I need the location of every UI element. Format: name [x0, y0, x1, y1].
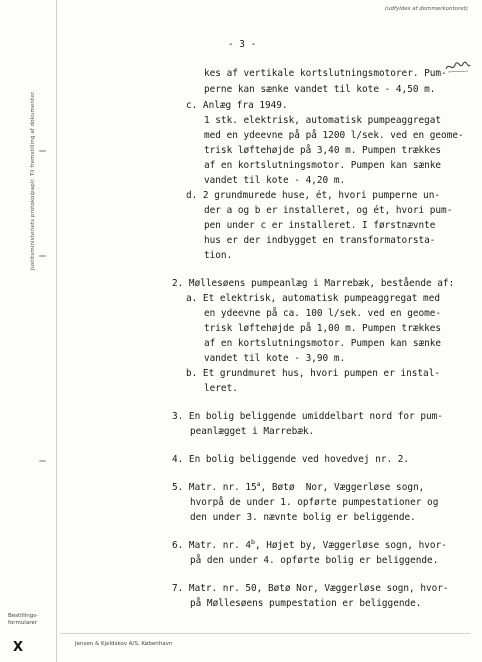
text-segment: 5. Matr. nr. 15 — [172, 482, 257, 493]
top-right-note: (udfyldes af dommerkontoret) — [384, 6, 468, 12]
text-line: med en ydeevne på på 1200 l/sek. ved en geome- — [204, 130, 464, 141]
page-number: - 3 - — [228, 39, 257, 50]
text-line: kes af vertikale kortslutningsmotorer. Pum- — [204, 68, 447, 79]
item-heading: c. Anlæg fra 1949. — [186, 100, 288, 111]
text-line: tion. — [204, 250, 233, 261]
text-line: 1 stk. elektrisk, automatisk pumpeaggregat — [204, 115, 442, 126]
text-line: vandet til kote - 3,90 m. — [204, 353, 346, 364]
text-line: pen under c er installeret. I førstnævnte — [204, 220, 436, 231]
binding-hole-mark — [39, 150, 46, 152]
text-line: hvorpå de under 1. opførte pumpestationer og — [190, 497, 439, 508]
text-line: leret. — [204, 383, 238, 394]
text-line: af en kortslutningsmotor. Pumpen kan sænke — [204, 160, 442, 171]
section-heading: 3. En bolig beliggende umiddelbart nord for pum- — [172, 411, 443, 422]
text-line: trisk løftehøjde på 1,00 m. Pumpen trækkes — [204, 323, 442, 334]
footer-rule — [60, 633, 470, 634]
text-line: hus er der indbygget en transformatorsta- — [204, 235, 436, 246]
superscript: a — [256, 480, 261, 488]
text-line: trisk løftehøjde på 3,40 m. Pumpen trækkes — [204, 145, 442, 156]
order-label-line: Bestillings- — [8, 613, 39, 619]
vertical-margin-note: Justitsministeriets protokolpapir. Til fremstilling af dokumenter. — [30, 90, 36, 270]
publisher-imprint: Jensen & Kjeldskov A/S, København — [75, 641, 173, 647]
handwritten-scribble — [444, 60, 472, 74]
text-line: af en kortslutningsmotor. Pumpen kan sænke — [204, 338, 442, 349]
order-label-line: formularer — [8, 619, 37, 626]
binding-hole-mark — [39, 460, 46, 462]
text-segment: 6. Matr. nr. 4 — [172, 540, 252, 551]
text-line: der a og b er installeret, og ét, hvori pum- — [204, 205, 453, 216]
item-heading: d. 2 grundmurede huse, ét, hvori pumperne un- — [186, 190, 440, 201]
text-line: på den under 4. opførte bolig er beliggende. — [190, 555, 439, 566]
superscript: b — [251, 538, 255, 546]
section-heading: 7. Matr. nr. 50, Bøtø Nor, Væggerløse sogn, hvor- — [172, 583, 449, 594]
section-heading: 4. En bolig beliggende ved hovedvej nr. 2. — [172, 454, 410, 465]
text-segment: , Bøtø Nor, Væggerløse sogn, — [260, 482, 425, 493]
text-segment: , Højet by, Væggerløse sogn, hvor- — [254, 540, 447, 551]
section-heading: 2. Møllesøens pumpeanlæg i Marrebæk, bestående af: — [172, 278, 455, 289]
text-line: den under 3. nævnte bolig er beliggende. — [190, 512, 416, 523]
section-heading — [172, 482, 424, 494]
order-form-label — [8, 613, 38, 626]
binding-hole-mark — [39, 255, 46, 257]
text-line: en ydeevne på ca. 100 l/sek. ved en geome- — [204, 308, 442, 319]
text-line: perne kan sænke vandet til kote - 4,50 m. — [204, 84, 436, 95]
margin-rule — [56, 0, 57, 662]
item-heading: b. Et grundmuret hus, hvori pumpen er instal- — [186, 368, 440, 379]
text-line: peanlægget i Marrebæk. — [190, 426, 315, 437]
text-line: på Møllesøens pumpestation er beliggende. — [190, 598, 422, 609]
section-heading — [172, 540, 447, 552]
text-line: vandet til kote - 4,20 m. — [204, 175, 346, 186]
order-mark: X — [13, 640, 24, 655]
item-heading: a. Et elektrisk, automatisk pumpeaggregat med — [186, 293, 440, 304]
